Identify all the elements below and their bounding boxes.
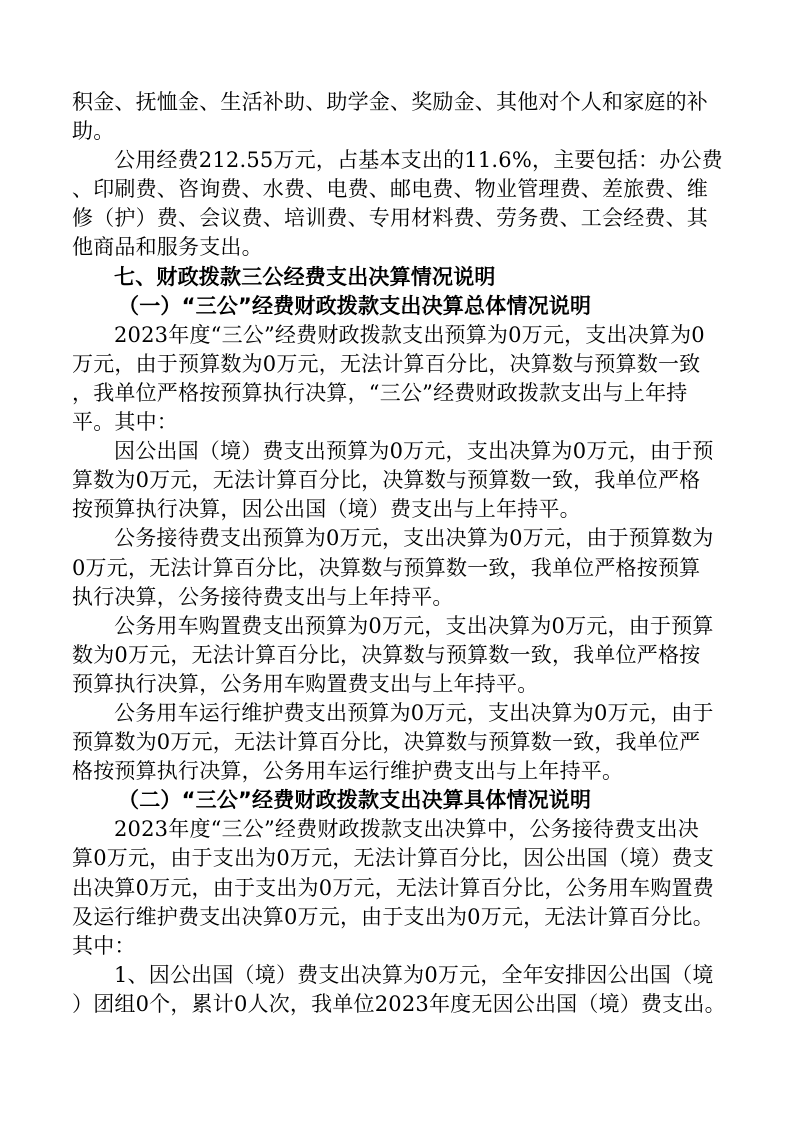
body-text-line: 积金、抚恤金、生活补助、助学金、奖励金、其他对个人和家庭的补 <box>72 90 708 114</box>
body-text-line: ，我单位严格按预算执行决算，“三公”经费财政拨款支出与上年持 <box>72 380 688 405</box>
body-text-line: ）团组0个，累计0人次，我单位2023年度无因公出国（境）费支出。 <box>72 991 726 1016</box>
document-body <box>72 88 726 1019</box>
body-text-line: 平。其中： <box>72 410 178 435</box>
body-text-line: 及运行维护费支出决算0万元，由于支出为0万元，无法计算百分比。 <box>72 904 714 929</box>
body-text-line: 算0万元，由于支出为0万元，无法计算百分比，因公出国（境）费支 <box>72 846 714 871</box>
body-text-line: 其中： <box>72 933 136 958</box>
body-text-line: 公务用车运行维护费支出预算为0万元，支出决算为0万元，由于 <box>114 700 714 725</box>
subsection-heading: （一）“三公”经费财政拨款支出决算总体情况说明 <box>118 293 592 318</box>
body-text-line: 格按预算执行决算，公务用车运行维护费支出与上年持平。 <box>72 759 624 784</box>
body-text-line: 0万元，无法计算百分比，决算数与预算数一致，我单位严格按预算 <box>72 555 701 580</box>
subsection-heading: （二）“三公”经费财政拨款支出决算具体情况说明 <box>118 788 592 813</box>
body-text-line: 按预算执行决算，因公出国（境）费支出与上年持平。 <box>72 497 581 522</box>
body-text-line: 他商品和服务支出。 <box>72 235 263 260</box>
body-text-line: 预算执行决算，公务用车购置费支出与上年持平。 <box>72 671 539 696</box>
body-text-line: 2023年度“三公”经费财政拨款支出预算为0万元，支出决算为0 <box>114 322 705 347</box>
body-text-line: 执行决算，公务接待费支出与上年持平。 <box>72 584 454 609</box>
body-text-line: 2023年度“三公”经费财政拨款支出决算中，公务接待费支出决 <box>114 817 699 842</box>
body-text-line: 公用经费212.55万元，占基本支出的11.6%，主要包括：办公费 <box>114 148 723 173</box>
body-text-line: 数为0万元，无法计算百分比，决算数与预算数一致，我单位严格按 <box>72 642 701 667</box>
body-text-line: 助。 <box>72 119 115 144</box>
body-text-line: 公务用车购置费支出预算为0万元，支出决算为0万元，由于预算 <box>114 613 714 638</box>
section-heading: 七、财政拨款三公经费支出决算情况说明 <box>114 264 496 289</box>
body-text-line: 预算数为0万元，无法计算百分比，决算数与预算数一致，我单位严 <box>72 730 701 755</box>
body-text-line: 万元，由于预算数为0万元，无法计算百分比，决算数与预算数一致 <box>72 351 701 376</box>
body-text-line: 、印刷费、咨询费、水费、电费、邮电费、物业管理费、差旅费、维 <box>72 177 708 202</box>
body-text-line: 算数为0万元，无法计算百分比，决算数与预算数一致，我单位严格 <box>72 468 701 493</box>
body-text-line: 因公出国（境）费支出预算为0万元，支出决算为0万元，由于预 <box>114 439 714 464</box>
body-text-line: 出决算0万元，由于支出为0万元，无法计算百分比，公务用车购置费 <box>72 875 714 900</box>
body-text-line: 修（护）费、会议费、培训费、专用材料费、劳务费、工会经费、其 <box>72 206 708 231</box>
body-text-line: 1、因公出国（境）费支出决算为0万元，全年安排因公出国（境 <box>114 962 714 987</box>
body-text-line: 公务接待费支出预算为0万元，支出决算为0万元，由于预算数为 <box>114 526 714 551</box>
